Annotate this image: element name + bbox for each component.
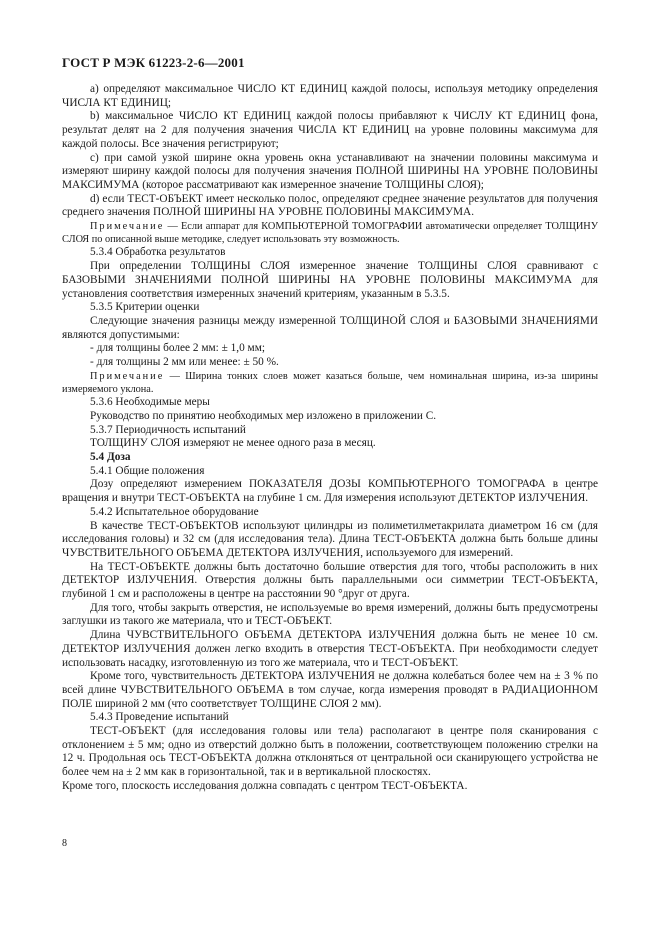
paragraph-text: При определении ТОЛЩИНЫ СЛОЯ измеренное значение ТОЛЩИНЫ СЛОЯ сравнивают с БАЗОВЫМИ ЗНАЧЕНИЯМИ ПОЛНОЙ ШИРИНЫ НА УРОВНЕ ПОЛОВИНЫ МАКСИМУМА для установления соответствия измеренных значений критериям, указанным в 5.3.5. <box>62 260 598 300</box>
body-paragraph <box>62 342 598 356</box>
body-paragraph <box>62 301 598 315</box>
note-label: Примечание <box>90 221 165 233</box>
body-paragraph <box>62 110 598 151</box>
body-paragraph <box>62 260 598 301</box>
paragraph-text: Дозу определяют измерением ПОКАЗАТЕЛЯ ДОЗЫ КОМПЬЮТЕРНОГО ТОМОГРАФА в центре вращения и внутри ТЕСТ-ОБЪЕКТА на глубине 1 см. Для измерения используют ДЕТЕКТОР ИЗЛУЧЕНИЯ. <box>62 478 598 505</box>
body-paragraph <box>62 561 598 602</box>
body-paragraph <box>62 780 598 794</box>
paragraph-text: 5.3.5 Критерии оценки <box>90 301 200 314</box>
body-paragraph <box>62 356 598 370</box>
paragraph-text: a) определяют максимальное ЧИСЛО КТ ЕДИНИЦ каждой полосы, используя методику определения ЧИСЛА КТ ЕДИНИЦ; <box>62 83 598 109</box>
body-paragraph <box>62 725 598 780</box>
paragraph-text: c) при самой узкой ширине окна уровень окна устанавливают на значении половины максимума и измеряют ширину каждой полосы для получения значения ПОЛНОЙ ШИРИНЫ НА УРОВНЕ ПОЛОВИНЫ МАКСИМУМА (которое рассматривают как измеренное значение ТОЛЩИНЫ СЛОЯ); <box>62 151 598 191</box>
body-paragraph <box>62 410 598 424</box>
paragraph-text: — Ширина тонких слоев может казаться больше, чем номинальная ширина, из-за ширины измеряемого уклона. <box>62 370 598 395</box>
body-paragraph <box>62 520 598 561</box>
body-paragraph <box>62 437 598 451</box>
page-number: 8 <box>62 838 67 849</box>
document-body <box>62 83 598 794</box>
paragraph-text: Для того, чтобы закрыть отверстия, не используемые во время измерений, должны быть предусмотрены заглушки из такого же материала, что и ТЕСТ-ОБЪЕКТ. <box>62 601 598 628</box>
paragraph-text: Кроме того, плоскость исследования должна совпадать с центром ТЕСТ-ОБЪЕКТА. <box>62 779 468 792</box>
paragraph-text: b) максимальное ЧИСЛО КТ ЕДИНИЦ каждой полосы прибавляют к ЧИСЛУ КТ ЕДИНИЦ фона, результат делят на 2 для получения значения ЧИСЛА КТ ЕДИНИЦ на уровне половины максимума для каждой полосы. Все значения регистрируют; <box>62 110 598 150</box>
note-paragraph <box>62 220 598 246</box>
body-paragraph <box>62 711 598 725</box>
paragraph-text: - для толщины 2 мм или менее: ± 50 %. <box>90 356 279 369</box>
body-paragraph <box>62 629 598 670</box>
paragraph-text: ТОЛЩИНУ СЛОЯ измеряют не менее одного раза в месяц. <box>90 437 376 450</box>
document-header: ГОСТ Р МЭК 61223-2-6—2001 <box>62 55 245 70</box>
paragraph-text: Следующие значения разницы между измеренной ТОЛЩИНОЙ СЛОЯ и БАЗОВЫМИ ЗНАЧЕНИЯМИ являются допустимыми: <box>62 314 598 341</box>
paragraph-text: 5.4.2 Испытательное оборудование <box>90 505 259 518</box>
paragraph-text: d) если ТЕСТ-ОБЪЕКТ имеет несколько полос, определяют среднее значение результатов для получения среднего значения ПОЛНОЙ ШИРИНЫ НА УРОВНЕ ПОЛОВИНЫ МАКСИМУМА. <box>62 192 598 219</box>
body-paragraph <box>62 396 598 410</box>
paragraph-text: — Если аппарат для КОМПЬЮТЕРНОЙ ТОМОГРАФИИ автоматически определяет ТОЛЩИНУ СЛОЯ по описанной выше методике, следует использовать эту возможность. <box>62 221 598 246</box>
body-paragraph <box>62 465 598 479</box>
paragraph-text: 5.3.4 Обработка результатов <box>90 246 226 259</box>
body-paragraph <box>62 478 598 505</box>
paragraph-text: В качестве ТЕСТ-ОБЪЕКТОВ используют цилиндры из полиметилметакрилата диаметром 16 см (для исследования головы) и 32 см (для исследования тела). Длина ТЕСТ-ОБЪЕКТА должна быть больше длины ЧУВСТВИТЕЛЬНОГО ОБЪЕМА ДЕТЕКТОРА ИЗЛУЧЕНИЯ, используемого для измерений. <box>62 519 598 559</box>
body-paragraph <box>62 152 598 193</box>
body-paragraph <box>62 424 598 438</box>
body-paragraph <box>62 602 598 629</box>
paragraph-text: - для толщины более 2 мм: ± 1,0 мм; <box>90 342 265 355</box>
paragraph-text: На ТЕСТ-ОБЪЕКТЕ должны быть достаточно большие отверстия для того, чтобы расположить в них ДЕТЕКТОР ИЗЛУЧЕНИЯ. Отверстия должны быть параллельными оси симметрии ТЕСТ-ОБЪЕКТА, глубиной 1 см и расположены в центре на расстоянии 90 °друг от друга. <box>62 560 598 601</box>
note-label: Примечание <box>90 370 165 382</box>
note-paragraph <box>62 370 598 396</box>
paragraph-text: 5.4.1 Общие положения <box>90 464 205 477</box>
body-paragraph <box>62 506 598 520</box>
body-paragraph <box>62 246 598 260</box>
paragraph-text: 5.3.7 Периодичность испытаний <box>90 423 246 436</box>
paragraph-text: Кроме того, чувствительность ДЕТЕКТОРА ИЗЛУЧЕНИЯ не должна колебаться более чем на ± 3 % по всей длине ЧУВСТВИТЕЛЬНОГО ОБЪЕМА в том случае, когда измерения проводят в РАДИАЦИОННОМ ПОЛЕ шириной 2 мм (что соответствует ТОЛЩИНЕ СЛОЯ 2 мм). <box>62 670 598 710</box>
body-paragraph <box>62 451 598 465</box>
paragraph-text: Руководство по принятию необходимых мер изложено в приложении С. <box>90 409 437 422</box>
paragraph-text: 5.3.6 Необходимые меры <box>90 396 210 409</box>
body-paragraph <box>62 83 598 110</box>
body-paragraph <box>62 315 598 342</box>
paragraph-text: 5.4.3 Проведение испытаний <box>90 711 229 724</box>
body-paragraph <box>62 670 598 711</box>
paragraph-text: ТЕСТ-ОБЪЕКТ (для исследования головы или тела) располагают в центре поля сканирования с отклонением ± 5 мм; одно из отверстий должно быть в положении, соответствующем положению стрелки на 12 ч. Продольная ось ТЕСТ-ОБЪЕКТА должна отклоняться от центральной оси сканирующего устройства не более чем на ± 2 мм как в горизонтальной, так и в вертикальной плоскостях. <box>62 725 598 779</box>
paragraph-text: 5.4 Доза <box>90 450 131 463</box>
body-paragraph <box>62 193 598 220</box>
paragraph-text: Длина ЧУВСТВИТЕЛЬНОГО ОБЪЕМА ДЕТЕКТОРА ИЗЛУЧЕНИЯ должна быть не менее 10 см. ДЕТЕКТОР ИЗЛУЧЕНИЯ должен легко входить в отверстия ТЕСТ-ОБЪЕКТА. При необходимости следует использовать насадку, изготовленную из того же материала, что и ТЕСТ-ОБЪЕКТ. <box>62 629 598 669</box>
